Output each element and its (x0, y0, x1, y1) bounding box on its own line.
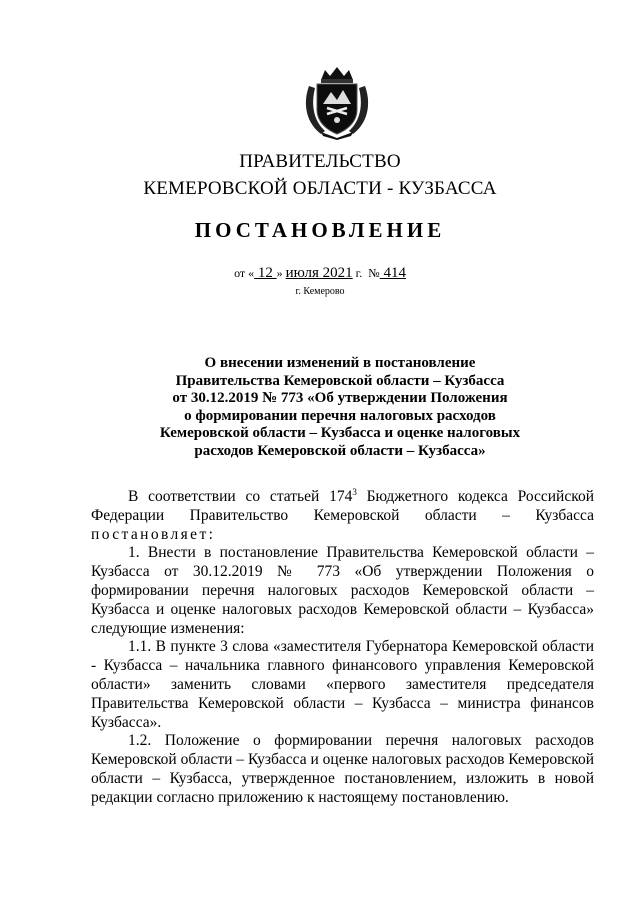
date-year-suffix: г. (352, 266, 363, 280)
date-month-year: июля 2021 (285, 265, 353, 281)
body-paragraph-item-1: 1. Внести в постановление Правительства Кемеровской области – Кузбасса от 30.12.2019 № 773 «Об утверждении Положения о формировании перечня налоговых расходов Кемеровской области – Кузбасса и оценке налоговых расходов Кемеровской области – Кузбасса» следующие изменения: (91, 544, 594, 637)
body-paragraph-item-1-2: 1.2. Положение о формировании перечня налоговых расходов Кемеровской области – Кузбасса и оценке налоговых расходов Кемеровской области – Кузбасса, утвержденное постановлением, изложить в новой редакции согласно приложению к настоящему постановлению. (91, 732, 594, 806)
subject-line: от 30.12.2019 № 773 «Об утверждении Положения (172, 390, 508, 407)
subject-line: Кемеровской области – Кузбасса и оценке налоговых (159, 425, 521, 442)
subject-line: расходов Кемеровской области – Кузбасса» (194, 442, 486, 459)
subject-line: Правительства Кемеровской области – Кузбасса (175, 372, 505, 389)
subject-line: о формировании перечня налоговых расходов (184, 407, 496, 424)
date-mid: » (276, 266, 286, 280)
city-name: г. Кемерово (295, 286, 345, 297)
document-date-number (0, 265, 640, 282)
government-name-line2: КЕМЕРОВСКОЙ ОБЛАСТИ - КУЗБАССА (143, 178, 497, 199)
number-label: № (368, 266, 380, 280)
superscript-index: 3 (352, 486, 357, 497)
decree-word: постановляет: (91, 525, 216, 543)
body-paragraph-item-1-1: 1.1. В пункте 3 слова «заместителя Губернатора Кемеровской области - Кузбасса – начальника главного финансового управления Кемеровской области» заменить словами «первого заместителя председателя Правительства Кемеровской области – Кузбасса – министра финансов Кузбасса». (91, 638, 594, 731)
coat-of-arms-icon (299, 64, 375, 140)
document-number: 414 (379, 265, 406, 281)
body-paragraph-preamble: В соответствии со статьей $174^3$ Бюджетного кодекса Российской Федерации Правительство Кемеровской области – Кузбасса постановляет: (91, 486, 595, 543)
document-type-title: ПОСТАНОВЛЕНИЕ (194, 218, 446, 242)
date-day: 12 (254, 265, 277, 281)
government-name-line1: ПРАВИТЕЛЬСТВО (239, 151, 401, 172)
date-prefix: от « (234, 266, 255, 280)
document-subject (140, 355, 540, 461)
document-body (91, 488, 594, 808)
subject-line: О внесении изменений в постановление (204, 355, 476, 371)
